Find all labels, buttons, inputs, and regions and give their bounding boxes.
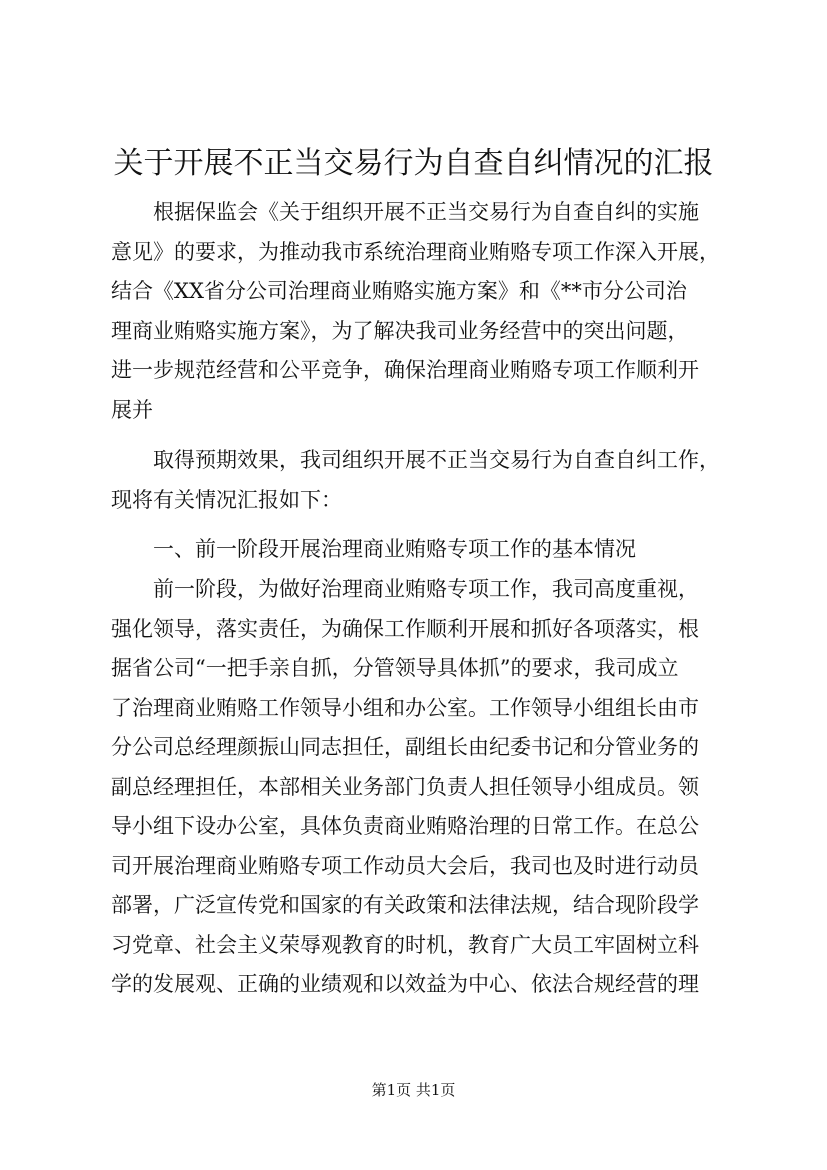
body-line: 现将有关情况汇报如下： — [111, 488, 342, 512]
body-line: 分公司总经理颜振山同志担任，副组长由纪委书记和分管业务的 — [111, 735, 699, 759]
document-title: 关于开展不正当交易行为自查自纠情况的汇报 — [113, 146, 714, 181]
body-line: 进一步规范经营和公平竞争，确保治理商业贿赂专项工作顺利开 — [111, 358, 699, 382]
body-line: 根据保监会《关于组织开展不正当交易行为自查自纠的实施 — [111, 200, 699, 224]
body-line: 意见》的要求，为推动我市系统治理商业贿赂专项工作深入开展， — [111, 240, 720, 264]
body-line: 部署，广泛宣传党和国家的有关政策和法律法规，结合现阶段学 — [111, 893, 699, 917]
body-line: 结合《XX省分公司治理商业贿赂实施方案》和《**市分公司治 — [111, 279, 687, 303]
body-line: 学的发展观、正确的业绩观和以效益为中心、依法合规经营的理 — [111, 972, 699, 996]
body-line: 导小组下设办公室，具体负责商业贿赂治理的日常工作。在总公 — [111, 814, 699, 838]
body-line: 展并 — [111, 398, 153, 422]
body-line: 副总经理担任，本部相关业务部门负责人担任领导小组成员。领 — [111, 775, 699, 799]
body-line: 前一阶段，为做好治理商业贿赂专项工作，我司高度重视， — [111, 577, 699, 601]
section-heading: 一、前一阶段开展治理商业贿赂专项工作的基本情况 — [111, 537, 636, 561]
body-line: 司开展治理商业贿赂专项工作动员大会后，我司也及时进行动员 — [111, 854, 699, 878]
body-line: 据省公司“一把手亲自抓，分管领导具体抓”的要求，我司成立 — [111, 656, 679, 680]
body-line: 取得预期效果，我司组织开展不正当交易行为自查自纠工作， — [111, 448, 720, 472]
body-line: 强化领导，落实责任，为确保工作顺利开展和抓好各项落实，根 — [111, 617, 699, 641]
body-line: 了治理商业贿赂工作领导小组和办公室。工作领导小组组长由市 — [111, 696, 699, 720]
page-footer: 第1页 共1页 — [371, 1081, 456, 1099]
body-line: 习党章、社会主义荣辱观教育的时机，教育广大员工牢固树立科 — [111, 933, 699, 957]
body-line: 理商业贿赂实施方案》，为了解决我司业务经营中的突出问题， — [111, 319, 689, 343]
